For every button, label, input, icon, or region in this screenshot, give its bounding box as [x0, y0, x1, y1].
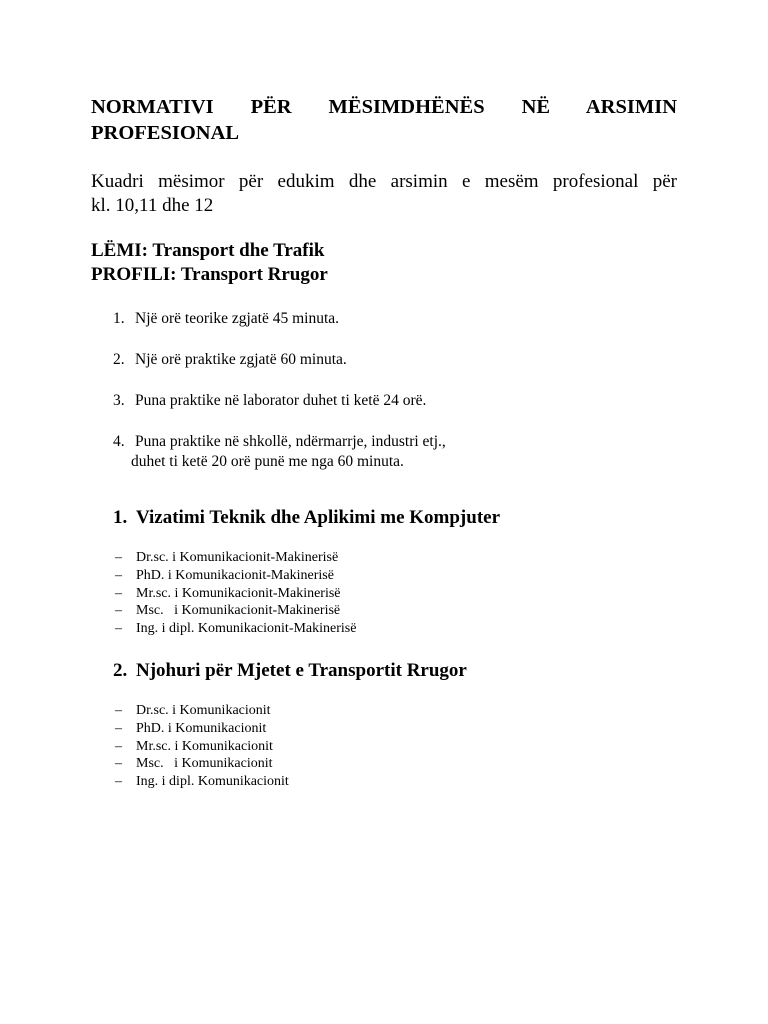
section-title: Vizatimi Teknik dhe Aplikimi me Kompjuter: [136, 507, 501, 528]
list-item-text: Mr.sc. i Komunikacionit-Makinerisë: [136, 585, 341, 601]
list-item: [91, 585, 677, 603]
list-item-text: Dr.sc. i Komunikacionit-Makinerisë: [136, 550, 339, 565]
note-item: [91, 309, 677, 329]
list-item-text: Dr.sc. i Komunikacionit: [136, 702, 271, 718]
dash-bullet: –: [115, 720, 122, 736]
list-item: [91, 773, 677, 791]
list-item: [91, 602, 677, 620]
document-content: [91, 94, 677, 791]
dash-bullet: –: [115, 567, 122, 583]
subtitle-line-1: Kuadri mësimor për edukim dhe arsimin e mesëm profesional për: [91, 171, 677, 192]
note-text: [135, 309, 339, 329]
note-number: 4.: [113, 433, 125, 450]
list-item: [91, 620, 677, 638]
field-label: LËMI: Transport dhe Trafik: [91, 240, 325, 261]
field-profile-block: [91, 239, 677, 287]
section-heading: [91, 506, 677, 530]
qualification-list: [91, 702, 677, 791]
sections-container: [91, 506, 677, 791]
list-item-text: PhD. i Komunikacionit-Makinerisë: [136, 567, 334, 583]
notes-list: [91, 309, 677, 472]
note-item: [91, 350, 677, 370]
dash-bullet: –: [115, 738, 122, 754]
note-item: [91, 391, 677, 411]
list-item-text: Msc. i Komunikacionit: [136, 756, 273, 772]
note-text: [131, 432, 446, 472]
note-line: Një orë teorike zgjatë 45 minuta.: [135, 310, 340, 327]
dash-bullet: –: [115, 756, 122, 772]
list-item-text: Mr.sc. i Komunikacionit: [136, 738, 273, 754]
note-text: [135, 350, 347, 370]
qualification-list: [91, 549, 677, 638]
list-item-text: PhD. i Komunikacionit: [136, 720, 267, 736]
document-title: [91, 94, 677, 146]
note-number: 2.: [113, 351, 125, 368]
dash-bullet: –: [115, 550, 122, 565]
list-item-text: Ing. i dipl. Komunikacionit: [136, 774, 289, 790]
list-item: [91, 755, 677, 773]
section-heading: [91, 659, 677, 683]
qualification-section: [91, 506, 677, 638]
section-number: 1.: [113, 507, 128, 528]
note-line: Puna praktike në shkollë, ndërmarrje, industri etj.,: [135, 433, 446, 450]
list-item-text: Msc. i Komunikacionit-Makinerisë: [136, 603, 341, 619]
title-line-1: NORMATIVI PËR MËSIMDHËNËS NË ARSIMIN: [91, 96, 677, 118]
dash-bullet: –: [115, 585, 122, 601]
title-line-2: PROFESIONAL: [91, 122, 240, 144]
profile-label: PROFILI: Transport Rrugor: [91, 264, 328, 285]
dash-bullet: –: [115, 702, 122, 718]
note-line: duhet ti ketë 20 orë punë me nga 60 minuta.: [131, 453, 404, 470]
list-item: [91, 738, 677, 756]
note-text: [135, 391, 426, 411]
note-number: 1.: [113, 310, 125, 327]
note-number: 3.: [113, 392, 125, 409]
list-item: [91, 702, 677, 720]
list-item: [91, 720, 677, 738]
subtitle-line-2: kl. 10,11 dhe 12: [91, 195, 214, 216]
section-title: Njohuri për Mjetet e Transportit Rrugor: [136, 659, 467, 681]
section-number: 2.: [113, 659, 128, 681]
list-item-text: Ing. i dipl. Komunikacionit-Makinerisë: [136, 621, 357, 637]
note-item: [91, 432, 677, 472]
list-item: [91, 549, 677, 567]
dash-bullet: –: [115, 774, 122, 790]
curriculum-subtitle: [91, 170, 677, 218]
note-line: Puna praktike në laborator duhet ti ketë 24 orë.: [135, 392, 427, 409]
list-item: [91, 567, 677, 585]
note-line: Një orë praktike zgjatë 60 minuta.: [135, 351, 347, 368]
dash-bullet: –: [115, 621, 122, 637]
dash-bullet: –: [115, 603, 122, 619]
qualification-section: [91, 659, 677, 791]
